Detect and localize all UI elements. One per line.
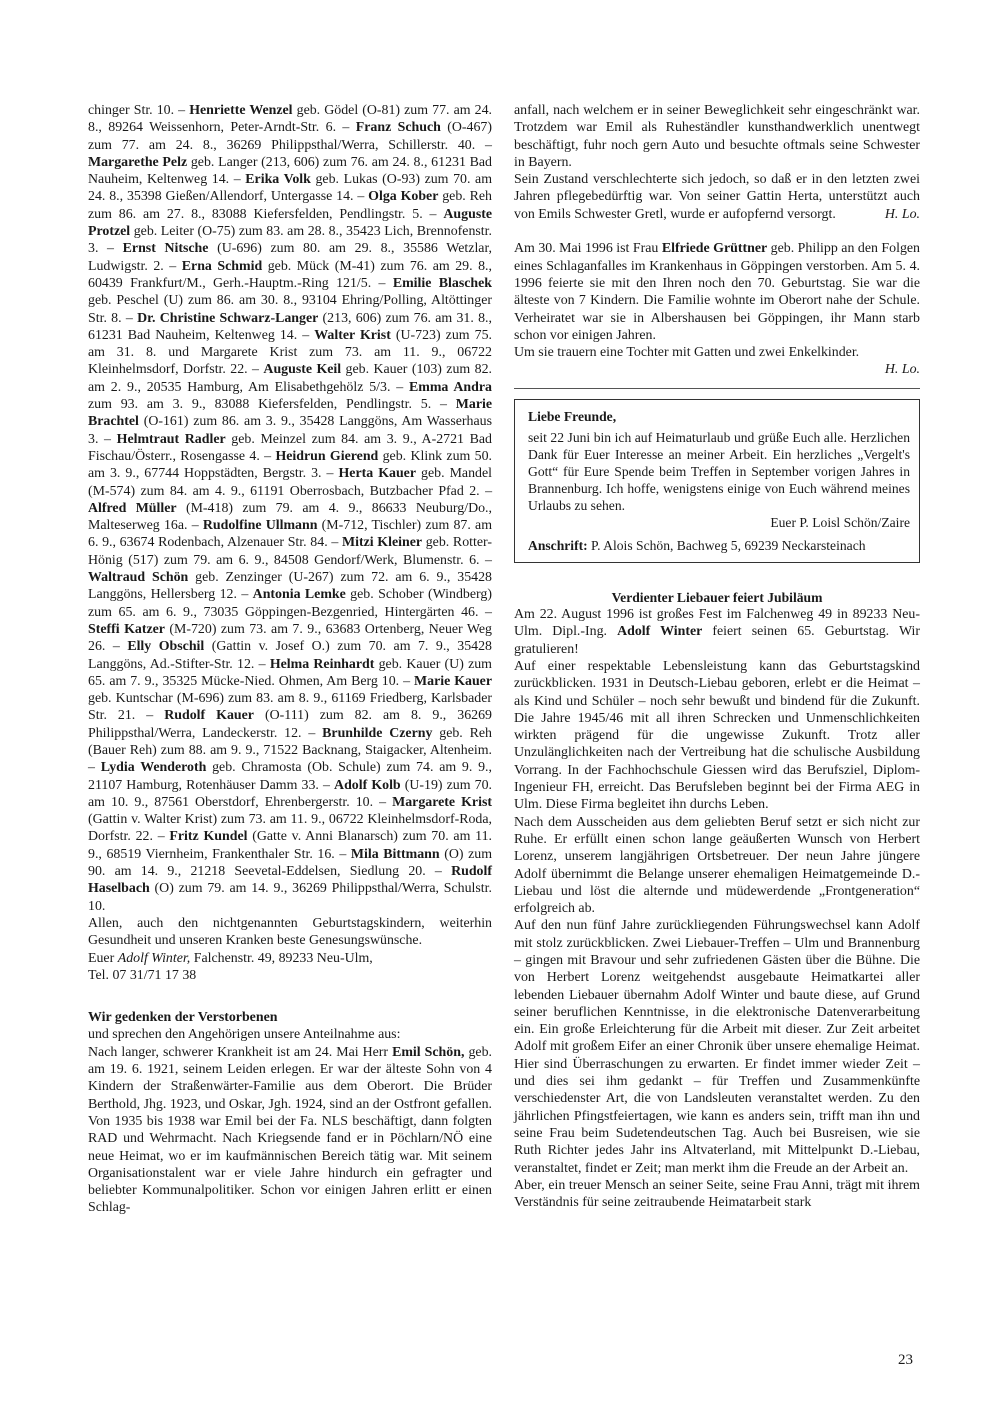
celebrant-name: Helmtraut Radler — [116, 431, 226, 447]
article-paragraph-1: Am 22. August 1996 ist großes Fest im Falchenweg 49 in 89233 Neu-Ulm. Dipl.-Ing. Adolf Winter feiert seinen 65. Geburtstag. Wir gratulieren! — [514, 607, 920, 657]
celebrant-name: Rudolf Haselbach — [88, 864, 492, 897]
letter-signature: Euer P. Loisl Schön/Zaire — [770, 514, 910, 530]
celebrant-name: Erna Schmid — [181, 258, 263, 274]
article-paragraph-2: Auf einer respektable Lebensleistung kann das Geburtstagskind zurückblicken. 1931 in Deutsch-Liebau geboren, erlebt er die Heimat – als Kind und Schüler – noch sehr bewußt und bindend für die Zukunft. Die Jahre 1945/46 mit all ihren Schrecken und Unmenschlichkeiten wirkten prägend für die ungewisse Zukunft. Trotz aller Unzulänglichkeiten nach der Vertreibung hat die schulische Ausbildung Vorrang. In der Fachhochschule Giessen wird das Berufsziel, Diplom-Ingenieur FH, erreicht. Das Berufsleben beginnt bei der Firma AEG in Ulm. Diese Firma begleitet ihn durchs Leben. — [514, 658, 920, 813]
obituary-emil-schoen: Nach langer, schwerer Krankheit ist am 24. Mai Herr Emil Schön, geb. am 19. 6. 1921, seinem Leiden erlegen. Er war der älteste Sohn von 4 Kindern der Straßenwärter-Familie aus dem Oberort. Die Brüder Berthold, Jhg. 1923, und Oskar, Jgh. 1924, sind an der Ostfront gefallen. Von 1935 bis 1938 war Emil bei der Fa. NLS beschäftigt, dann folgten RAD und Wehrmacht. Nach Kriegsende fand er in Pöchlarn/NÖ eine neue Heimat, wo er im kaufmännischen Bereich tätig war. Mit seinem Organisationstalent war er viele Jahre hindurch ein gefragter und beliebter Kommunalpolitiker. Schon vor einigen Jahren erlitt er einen Schlag- — [88, 1044, 492, 1216]
left-column — [88, 102, 492, 1217]
signoff-tel: Tel. 07 31/71 17 38 — [88, 967, 197, 983]
celebrant-name: Lydia Wenderoth — [100, 760, 207, 776]
celebrant-name: Emilie Blaschek — [392, 275, 493, 291]
celebrant-name: Adolf Kolb — [334, 777, 401, 793]
article-paragraph-5: Aber, ein treuer Mensch an seiner Seite, seine Frau Anni, trägt mit ihrem Verständnis für seine zeitraubende Heimatarbeit stark — [514, 1177, 920, 1211]
celebrant-name: Marie Brachtel — [88, 397, 493, 430]
celebrant-name: Herta Kauer — [338, 466, 417, 482]
celebrant-name: Heidrun Gierend — [275, 448, 379, 464]
letter-text: seit 22 Juni bin ich auf Heimaturlaub und grüße Euch alle. Herzlichen Dank für Euer Interesse an meiner Arbeit. Ein herzliches „Vergelt's Gott“ für Eure Spende beim Treffen in September vorigen Jahres in Brannenburg. Ich hoffe, wenigstens einige von Euch während meines Urlaubs zu sehen. — [528, 429, 910, 513]
signoff: Euer Adolf Winter, Falchenstr. 49, 89233 Neu-Ulm, — [88, 950, 373, 966]
obituary2-name: Elfriede Grüttner — [661, 241, 768, 257]
celebrant-name: Mitzi Kleiner — [341, 535, 423, 551]
celebrant-name: Olga Kober — [368, 189, 439, 205]
author-signature: H. Lo. — [884, 207, 920, 223]
celebrant-name: Margarethe Pelz — [88, 154, 188, 170]
celebrant-name: Walter Krist — [314, 327, 391, 343]
article-paragraph-3: Nach dem Ausscheiden aus dem geliebten Beruf setzt er sich nicht zur Ruhe. Er erfüllt einen schon lange geäußerten Wunsch von Herbert Lorenz, unserem langjährigen Ortsbetreuer. Der neun Jahre jüngere Adolf übernimmt die Belange unserer ehemaligen Heimatgemeinde D.-Liebau und löst die alternde und müdewerdende „Frontgeneration“ erfolgreich ab. — [514, 814, 920, 917]
celebrant-name: Emma Andra — [409, 379, 492, 395]
celebrant-name: Margarete Krist — [392, 794, 492, 810]
celebrant-name: Ernst Nitsche — [122, 241, 209, 257]
celebrant-name: Fritz Kundel — [169, 829, 248, 845]
letter-address: Anschrift: P. Alois Schön, Bachweg 5, 69239 Neckarsteinach — [528, 537, 866, 553]
celebrant-name: Rudolfine Ullmann — [202, 518, 318, 534]
obituary-subheading: und sprechen den Angehörigen unsere Anteilnahme aus: — [88, 1027, 401, 1043]
birthday-wishes: Allen, auch den nichtgenannten Geburtstagskindern, weiterhin Gesundheit und unseren Kranken beste Genesungswünsche. — [88, 915, 492, 949]
signoff-name: Adolf Winter, — [117, 950, 191, 966]
birthday-list: chinger Str. 10. – Henriette Wenzel geb. Gödel (O-81) zum 77. am 24. 8., 89264 Weissenhorn, Peter-Arndt-Str. 6. – Franz Schuch (O-467) zum 77. am 24. 8., 36269 Philippsthal/Werra, Schillerstr. 40. – Margarethe Pelz geb. Langer (213, 606) zum 76. am 24. 8., 61231 Bad Nauheim, Keltenweg 14. – Erika Volk geb. Lukas (O-93) zum 70. am 24. 8., 35398 Gießen/Allendorf, Untergasse 14. – Olga Kober geb. Reh zum 86. am 27. 8., 83088 Kiefersfelden, Pendlingstr. 5. – Auguste Protzel geb. Leiter (O-75) zum 83. am 28. 8., 35423 Lich, Brennofenstr. 3. – Ernst Nitsche (U-696) zum 80. am 29. 8., 35586 Wetzlar, Ludwigstr. 2. – Erna Schmid geb. Mück (M-41) zum 76. am 29. 8., 60439 Frankfurt/M., Gerh.-Hauptm.-Ring 121/5. – Emilie Blaschek geb. Peschel (U) zum 86. am 30. 8., 93104 Ehring/Polling, Altöttinger Str. 8. – Dr. Christine Schwarz-Langer (213, 606) zum 76. am 31. 8., 61231 Bad Nauheim, Keltenweg 14. – Walter Krist (U-723) zum 75. am 31. 8. und Margarete Krist zum 73. am 11. 9., 06722 Kleinhelmsdorf, Dorfstr. 22. – Auguste Keil geb. Kauer (103) zum 82. am 2. 9., 20535 Hamburg, Am Elisabethgehölz 5/3. – Emma Andra zum 93. am 3. 9., 83088 Kiefersfelden, Pendlingstr. 5. – Marie Brachtel (O-161) zum 86. am 3. 9., 35428 Langgöns, Am Wasserhaus 3. – Helmtraut Radler geb. Meinzel zum 84. am 3. 9., A-2721 Bad Fischau/Österr., Rosengasse 4. – Heidrun Gierend geb. Klink zum 50. am 3. 9., 67744 Hoppstädten, Bergstr. 3. – Herta Kauer geb. Mandel (M-574) zum 84. am 4. 9., 61191 Oberrosbach, Butzbacher Pfad 2. – Alfred Müller (M-418) zum 79. am 4. 9., 86633 Neuburg/Do., Malteserweg 16a. – Rudolfine Ullmann (M-712, Tischler) zum 87. am 6. 9., 63674 Rodenbach, Alzenauer Str. 84. – Mitzi Kleiner geb. Rotter-Hönig (517) zum 79. am 6. 9., 84508 Gendorf/Werk, Blumenstr. 6. – Waltraud Schön geb. Zenzinger (U-267) zum 72. am 6. 9., 35428 Langgöns, Hellersberg 12. – Antonia Lemke geb. Schober (Windberg) zum 65. am 6. 9., 73035 Göppingen-Bezgenried, Hintergärten 46. – Steffi Katzer (M-720) zum 73. am 7. 9., 63683 Ortenberg, Neuer Weg 26. – Elly Obschil (Gattin v. Josef O.) zum 70. am 7. 9., 35428 Langgöns, Ad.-Stifter-Str. 12. – Helma Reinhardt geb. Kauer (U) zum 65. am 7. 9., 35325 Mücke-Nied. Ohmen, Am Berg 10. – Marie Kauer geb. Kuntschar (M-696) zum 83. am 8. 9., 61169 Friedberg, Karlsbader Str. 21. – Rudolf Kauer (O-111) zum 82. am 8. 9., 36269 Philippsthal/Werra, Landeckerstr. 12. – Brunhilde Czerny geb. Reh (Bauer Reh) zum 88. am 9. 9., 71522 Backnang, Staigacker, Altenheim. – Lydia Wenderoth geb. Chramosta (Ob. Schule) zum 74. am 9. 9., 21107 Hamburg, Rotenhäuser Damm 33. – Adolf Kolb (U-19) zum 70. am 10. 9., 87561 Oberstdorf, Ehrenbergerstr. 10. – Margarete Krist (Gattin v. Walter Krist) zum 73. am 11. 9., 06722 Kleinhelmsdorf-Roda, Dorfstr. 22. – Fritz Kundel (Gatte v. Anni Blanarsch) zum 70. am 11. 9., 68519 Viernheim, Frankenthaler Str. 16. – Mila Bittmann (O) zum 90. am 14. 9., 21218 Seevetal-Eddelsen, Siedlung 20. – Rudolf Haselbach (O) zum 79. am 14. 9., 36269 Philippsthal/Werra, Schulstr. 10. — [88, 103, 493, 914]
celebrant-name: Elly Obschil — [127, 639, 205, 655]
celebrant-name: Auguste Keil — [263, 362, 342, 378]
obituary2-mourners: Um sie trauern eine Tochter mit Gatten und zwei Enkelkinder. — [514, 345, 860, 361]
obituary-heading: Wir gedenken der Verstorbenen — [88, 1010, 278, 1026]
celebrant-name: Mila Bittmann — [350, 846, 440, 862]
obituary-continuation: anfall, nach welchem er in seiner Beweglichkeit sehr eingeschränkt war. Trotzdem war Emil als Ruheständler kunsthandwerklich unentwegt beschäftigt, fuhr noch gern Auto und besuchte oftmals seine Schwester in Bayern. — [514, 103, 920, 170]
celebrant-name: Rudolf Kauer — [164, 708, 254, 724]
obituary-elfriede-gruettner: Am 30. Mai 1996 ist Frau Elfriede Grüttner geb. Philipp an den Folgen eines Schlaganfalles im Krankenhaus in Göppingen verstorben. Am 5. 4. 1996 feierte sie mit den Ihren noch den 70. Geburtstag. Sie war die älteste von 7 Kindern. Die Familie wohnte im Oberort nahe der Schule. Verheiratet war sie in Albershausen bei Göppingen, ihr Mann starb schon vor einigen Jahren. — [514, 241, 921, 343]
celebrant-name: Antonia Lemke — [252, 587, 346, 603]
article-paragraph-4: Auf den nun fünf Jahre zurückliegenden Führungswechsel kann Adolf mit stolz zurückblicken. Zwei Liebauer-Treffen – Ulm und Brannenburg – gingen mit Bravour und sehr zufriedenen Gästen über die Bühne. Die von Herbert Lorenz weitgehendst ausgebaute Heimatkartei aller lebenden Liebauer übernahm Adolf Winter und baute diese, auf Grund seiner beruflichen Kenntnisse, in die elektronische Datenverarbeitung ein. Ein große Erleichterung für die Arbeit mit dieser. Zur Zeit arbeitet Adolf mit großem Eifer an einer Chronik über unsere ehemalige Heimat. Hier sind Überraschungen zu erwarten. Er findet immer wieder Zeit – und dies sei ihm gedankt – für Treffen und Zusammenkünfte verschiedenster Art, die von Landsleuten veranstaltet werden. Zu den jährlichen Pfingstfeiertagen, wie kann es anders sein, trifft man ihn und seine Frau beim Sudetendeutschen Tag. Auch bei Busreisen, wie sie Ruth Richter jedes Jahr ins Altvaterland, mit Mittelpunkt D.-Liebau, veranstaltet, findet er Zeit; man merkt ihm die Freude an der Arbeit an. — [514, 918, 920, 1176]
letter-box — [514, 399, 920, 563]
celebrant-name: Dr. Christine Schwarz-Langer — [137, 310, 319, 326]
celebrant-name: Henriette Wenzel — [189, 103, 293, 118]
celebrant-name: Franz Schuch — [355, 120, 441, 136]
author-signature-2: H. Lo. — [884, 362, 920, 378]
celebrant-name: Waltraud Schön — [88, 570, 189, 586]
celebrant-name: Marie Kauer — [414, 673, 493, 689]
celebrant-name: Alfred Müller — [88, 500, 177, 516]
celebrant-name: Brunhilde Czerny — [322, 725, 433, 741]
celebrant-name: Auguste Protzel — [88, 206, 493, 240]
right-column — [514, 102, 920, 1211]
celebrant-name: Steffi Katzer — [88, 621, 165, 637]
celebrant-name: Helma Reinhardt — [269, 656, 375, 672]
divider — [514, 388, 920, 389]
obituary-continuation-2: Sein Zustand verschlechterte sich jedoch, so daß er in den letzten zwei Jahren pflegebedürftig war. Von seiner Gattin Herta, unterstützt auch von Emils Schwester Gretl, wurde er aufopfernd versorgt. — [514, 172, 920, 222]
celebrant-name: Erika Volk — [245, 172, 311, 188]
article-name: Adolf Winter — [617, 624, 703, 640]
article-title: Verdienter Liebauer feiert Jubiläum — [611, 589, 823, 605]
obituary-name: Emil Schön, — [392, 1044, 465, 1060]
letter-greeting: Liebe Freunde, — [528, 408, 617, 424]
page-number: 23 — [898, 1352, 913, 1368]
